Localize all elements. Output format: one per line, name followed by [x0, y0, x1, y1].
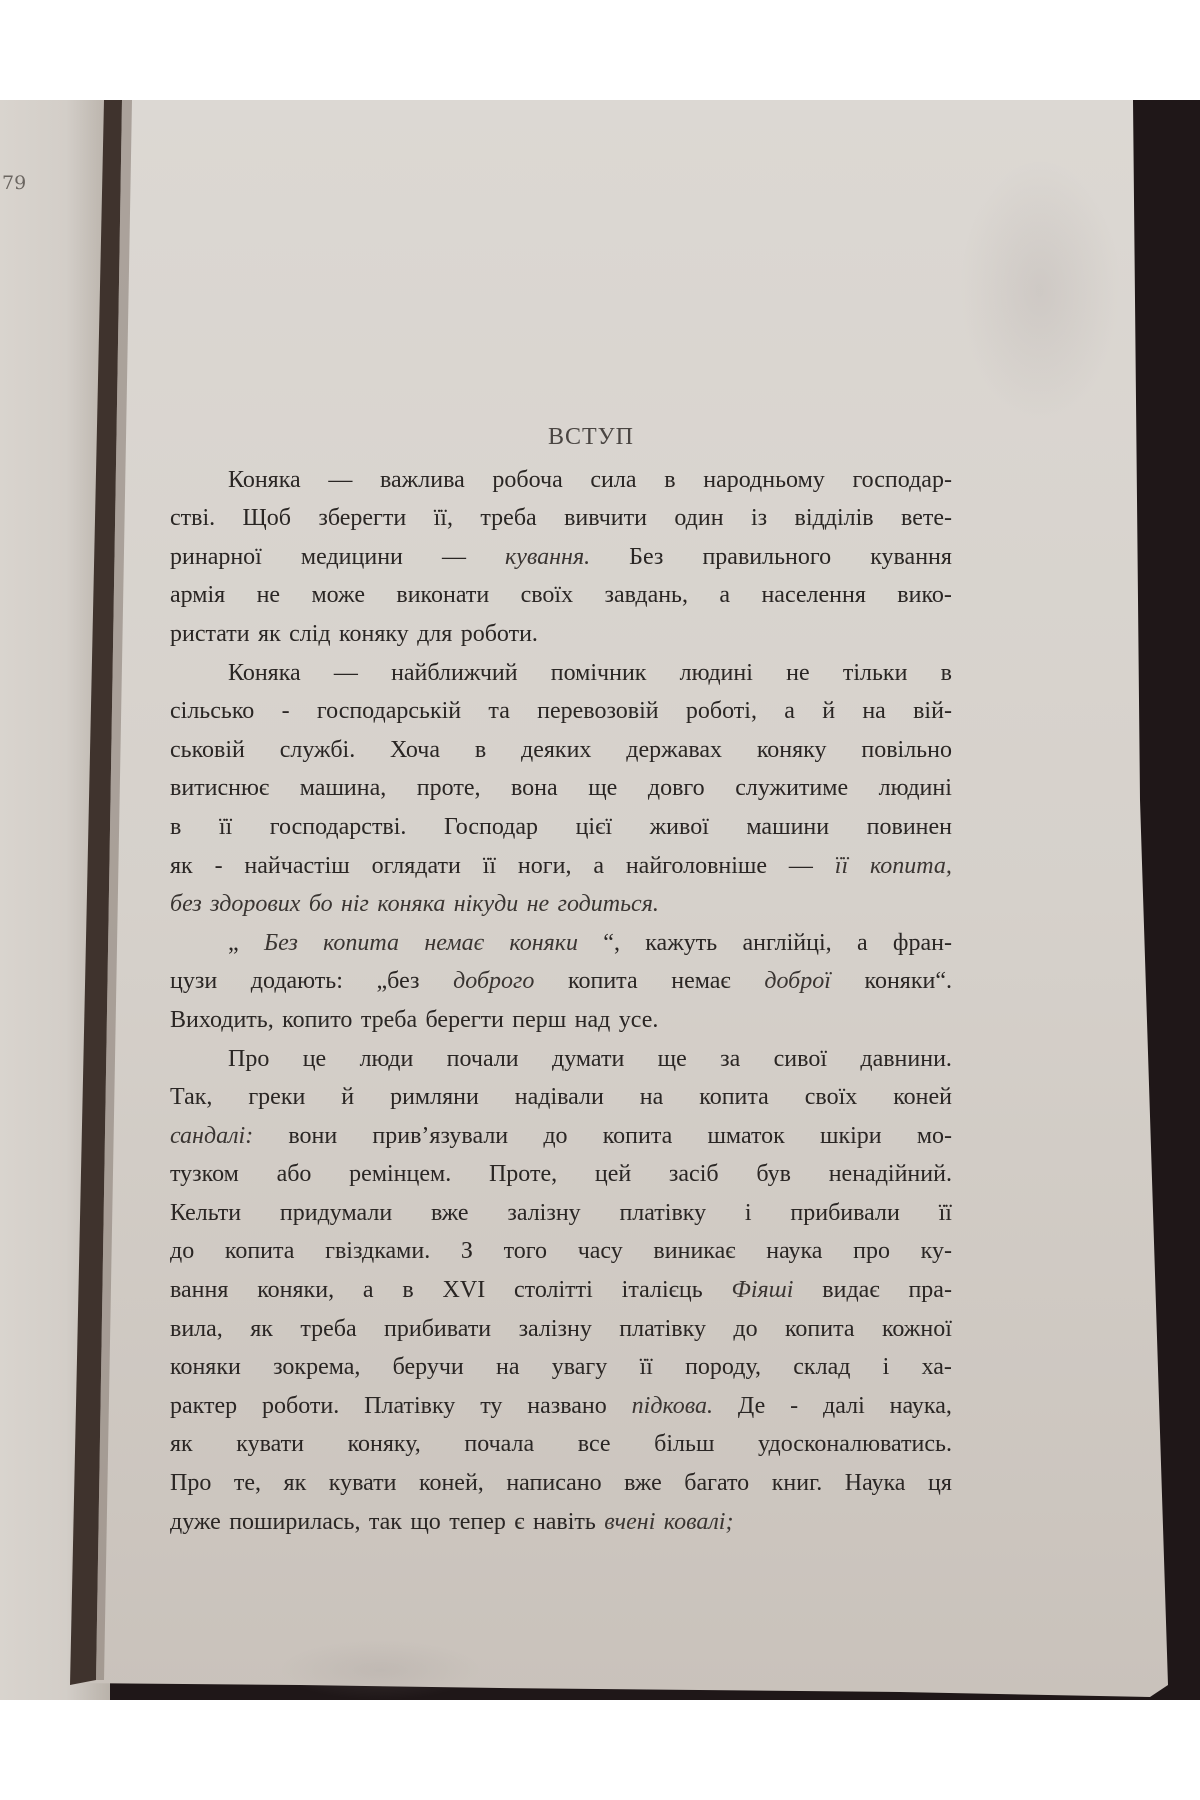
text-line [170, 962, 952, 1001]
word: деяких [521, 736, 592, 763]
word: роботі, [685, 698, 757, 725]
word: копита [568, 968, 638, 995]
word: шкіри [819, 1122, 882, 1149]
word: платівку [619, 1315, 706, 1342]
word: “, [603, 929, 620, 956]
word: був [756, 1161, 791, 1188]
word: ку- [920, 1238, 952, 1265]
paragraphs [170, 461, 952, 1542]
word: почали [446, 1045, 519, 1072]
word: вони [288, 1122, 338, 1149]
word: ще [588, 775, 618, 802]
word: вона [511, 775, 558, 802]
word: найголовніше [625, 852, 768, 879]
word: засіб [668, 1161, 719, 1188]
paragraph [170, 1040, 952, 1542]
word: як [258, 620, 281, 647]
word: та [488, 698, 510, 725]
word: наука, [889, 1392, 952, 1419]
word: державах [626, 736, 723, 763]
italic-word: підкова. [631, 1392, 714, 1419]
word: вила, [170, 1315, 223, 1342]
word: відділів [794, 505, 874, 532]
word: ськовій [170, 736, 245, 763]
word: коняки“. [864, 968, 952, 995]
word: коняки, [257, 1277, 335, 1304]
text-line [170, 1232, 952, 1271]
word: довго [647, 775, 705, 802]
word: в [170, 813, 182, 840]
word: написано [506, 1470, 602, 1497]
word: сила [590, 466, 637, 493]
word: Так, [170, 1084, 213, 1111]
word: треба [360, 1006, 418, 1033]
text-line [170, 1271, 952, 1310]
word: ремінцем. [349, 1161, 452, 1188]
word: так [368, 1508, 402, 1535]
word: - [281, 698, 290, 725]
word: кування [870, 543, 952, 570]
word: думати [552, 1045, 625, 1072]
word: навіть [532, 1508, 596, 1535]
word: греки [248, 1084, 306, 1111]
word: зокрема, [273, 1354, 361, 1381]
word: наука [766, 1238, 823, 1265]
word: вже [624, 1470, 662, 1497]
word: сільсько [170, 698, 255, 725]
word: ще [657, 1045, 687, 1072]
word: далі [823, 1392, 865, 1419]
word: її [482, 852, 497, 879]
word: перевозовій [537, 698, 659, 725]
word: а [362, 1277, 374, 1304]
word: кувати [236, 1431, 304, 1458]
italic-word: коняка [377, 891, 446, 918]
italic-word: не [526, 891, 550, 918]
word: ха- [921, 1354, 952, 1381]
word: Платівку [364, 1392, 456, 1419]
text-line [170, 924, 952, 963]
word: Проте, [488, 1161, 558, 1188]
word: із [750, 505, 768, 532]
word: й [822, 698, 836, 725]
word: й [341, 1084, 355, 1111]
word: стві. [170, 505, 216, 532]
word: того [503, 1238, 548, 1265]
word: вже [430, 1199, 469, 1226]
word: до [733, 1315, 758, 1342]
italic-word: Без [263, 929, 298, 956]
text-line [170, 808, 952, 847]
word: Наука [844, 1470, 906, 1497]
word: зберегти [318, 505, 407, 532]
word: про [853, 1238, 890, 1265]
word: ринарної [170, 543, 262, 570]
word: треба [480, 505, 537, 532]
word: а [784, 698, 795, 725]
word: до [543, 1122, 568, 1149]
text-line [170, 885, 952, 924]
word: в [402, 1277, 414, 1304]
word: дуже [170, 1508, 221, 1535]
word: помічник [550, 659, 647, 686]
word: як [170, 852, 193, 879]
word: Без [629, 543, 664, 570]
word: як [170, 1431, 193, 1458]
text-line [170, 1155, 952, 1194]
word: кожної [881, 1315, 952, 1342]
word: усе. [618, 1006, 659, 1033]
word: почала [464, 1431, 535, 1458]
word: пра- [908, 1277, 952, 1304]
word: своїх [804, 1084, 858, 1111]
text-line [170, 615, 952, 654]
text-line [170, 654, 952, 693]
word: Де [737, 1392, 766, 1419]
paragraph [170, 924, 952, 1040]
text-line [170, 1117, 952, 1156]
word: Господар [443, 813, 539, 840]
word: „без [376, 968, 420, 995]
word: тепер [449, 1508, 506, 1535]
paragraph [170, 654, 952, 924]
word: і [744, 1199, 752, 1226]
text-line [170, 1425, 952, 1464]
word: машина, [299, 775, 387, 802]
word: прибивали [790, 1199, 900, 1226]
word: своїх [520, 582, 574, 609]
word: для [417, 620, 453, 647]
word: її [639, 1354, 653, 1381]
text-line [170, 769, 952, 808]
word: Хоча [390, 736, 440, 763]
word: машини [746, 813, 830, 840]
word: є [514, 1508, 525, 1535]
word: цієї [575, 813, 613, 840]
italic-word: здорових [210, 891, 301, 918]
word: найближчий [391, 659, 518, 686]
word: на [496, 1354, 520, 1381]
word: це [302, 1045, 327, 1072]
word: удосконалюватись. [758, 1431, 952, 1458]
word: те, [233, 1470, 262, 1497]
word: а [593, 852, 604, 879]
word: цей [594, 1161, 632, 1188]
italic-word: коняки [509, 929, 578, 956]
word: „ [228, 929, 239, 956]
word: — [328, 466, 353, 493]
word: сивої [773, 1045, 827, 1072]
word: названо [527, 1392, 607, 1419]
word: повільно [861, 736, 952, 763]
page-title: ВСТУП [548, 424, 634, 450]
word: службі. [279, 736, 356, 763]
word: XVI [442, 1277, 486, 1304]
word: вання [170, 1277, 229, 1304]
word: виконати [396, 582, 490, 609]
word: залізну [518, 1315, 592, 1342]
word: часу [577, 1238, 623, 1265]
italic-word: доброго [453, 968, 535, 995]
word: найчастіш [244, 852, 350, 879]
word: копита [224, 1238, 295, 1265]
word: важлива [380, 466, 465, 493]
word: армія [170, 582, 226, 609]
word: її [218, 813, 233, 840]
word: залізну [507, 1199, 581, 1226]
word: прив’язували [372, 1122, 509, 1149]
word: — [788, 852, 813, 879]
word: книг. [771, 1470, 823, 1497]
word: а [856, 929, 868, 956]
word: і [882, 1354, 890, 1381]
word: додають: [250, 968, 343, 995]
italic-word: її [834, 852, 849, 879]
word: а [719, 582, 731, 609]
italic-word: нікуди [453, 891, 519, 918]
word: не [786, 659, 810, 686]
word: беручи [392, 1354, 464, 1381]
word: мо- [916, 1122, 952, 1149]
page-body [170, 418, 952, 1541]
word: фран- [892, 929, 952, 956]
word: може [311, 582, 365, 609]
word: платівку [619, 1199, 707, 1226]
italic-word: без [170, 891, 202, 918]
word: завдань, [604, 582, 689, 609]
text-line [170, 692, 952, 731]
page-number: 79 [2, 172, 27, 194]
word: роботи. [262, 1392, 340, 1419]
word: коняки [170, 1354, 241, 1381]
italic-word: Фіяші [731, 1277, 794, 1304]
word: господарстві. [269, 813, 407, 840]
word: ристати [170, 620, 250, 647]
word: прибивати [384, 1315, 492, 1342]
word: або [276, 1161, 312, 1188]
word: як [283, 1470, 307, 1497]
word: як [250, 1315, 273, 1342]
word: З [460, 1238, 473, 1265]
word: все [577, 1431, 611, 1458]
word: вивчити [564, 505, 647, 532]
word: Коняка [228, 466, 301, 493]
word: не [256, 582, 281, 609]
word: над [574, 1006, 611, 1033]
word: увагу [551, 1354, 608, 1381]
word: гвіздками. [325, 1238, 431, 1265]
text-line [170, 1194, 952, 1233]
word: робоча [492, 466, 563, 493]
text-line [170, 1464, 952, 1503]
italic-word: копита [323, 929, 400, 956]
word: придумали [279, 1199, 393, 1226]
word: оглядати [371, 852, 461, 879]
italic-word: немає [424, 929, 485, 956]
italic-word: годиться. [557, 891, 659, 918]
word: італієць [621, 1277, 703, 1304]
word: видає [822, 1277, 880, 1304]
paragraph [170, 461, 952, 654]
word: ноги, [517, 852, 572, 879]
word: кувати [328, 1470, 397, 1497]
word: копито [282, 1006, 353, 1033]
word: цузи [170, 968, 218, 995]
word: шматок [707, 1122, 785, 1149]
text-line [170, 1503, 952, 1542]
book-photo [0, 100, 1200, 1700]
word: склад [793, 1354, 851, 1381]
word: люди [359, 1045, 414, 1072]
italic-word: ковалі; [663, 1508, 734, 1535]
text-line [170, 1078, 952, 1117]
word: - [790, 1392, 799, 1419]
word: надівали [514, 1084, 604, 1111]
word: господар- [852, 466, 952, 493]
word: повинен [866, 813, 952, 840]
word: треба [300, 1315, 357, 1342]
word: господарській [316, 698, 462, 725]
word: кажуть [645, 929, 718, 956]
word: ненадійний. [828, 1161, 952, 1188]
word: в [940, 659, 952, 686]
word: — [441, 543, 466, 570]
word: Про [228, 1045, 270, 1072]
word: Про [170, 1470, 212, 1497]
word: коняку, [347, 1431, 421, 1458]
word: на [862, 698, 886, 725]
text-line [170, 1310, 952, 1349]
word: копита [699, 1084, 769, 1111]
text-line [170, 1001, 952, 1040]
word: - [214, 852, 223, 879]
word: Щоб [242, 505, 291, 532]
text-line [170, 461, 952, 500]
word: один [674, 505, 724, 532]
word: ту [480, 1392, 503, 1419]
word: правильного [702, 543, 832, 570]
word: в [474, 736, 487, 763]
word: проте, [416, 775, 481, 802]
word: її, [433, 505, 453, 532]
word: столітті [514, 1277, 593, 1304]
text-line [170, 1387, 952, 1426]
text-line [170, 1348, 952, 1387]
italic-word: вчені [604, 1508, 656, 1535]
word: народньому [703, 466, 825, 493]
italic-word: ніг [340, 891, 369, 918]
italic-word: бо [308, 891, 333, 918]
word: за [720, 1045, 741, 1072]
word: тузком [170, 1161, 239, 1188]
word: що [410, 1508, 441, 1535]
word: витиснює [170, 775, 270, 802]
word: римляни [390, 1084, 479, 1111]
italic-word: доброї [764, 968, 831, 995]
word: перш [512, 1006, 567, 1033]
italic-word: сандалі: [170, 1122, 254, 1149]
word: служитиме [735, 775, 849, 802]
word: медицини [300, 543, 403, 570]
word: живої [649, 813, 709, 840]
word: людині [878, 775, 952, 802]
word: англійці, [742, 929, 832, 956]
text-line [170, 1040, 952, 1079]
word: — [333, 659, 358, 686]
text-line [170, 847, 952, 886]
word: Виходить, [170, 1006, 274, 1033]
word: на [639, 1084, 664, 1111]
word: людині [679, 659, 753, 686]
text-line [170, 499, 952, 538]
word: коней, [419, 1470, 484, 1497]
text-line [170, 538, 952, 577]
italic-word: кування. [505, 543, 591, 570]
word: до [170, 1238, 195, 1265]
word: давнини. [860, 1045, 952, 1072]
word: роботи. [460, 620, 538, 647]
word: коняку [339, 620, 409, 647]
word: вете- [901, 505, 952, 532]
word: населення [761, 582, 866, 609]
word: в [664, 466, 676, 493]
word: берегти [425, 1006, 504, 1033]
word: коней [893, 1084, 952, 1111]
word: її [938, 1199, 952, 1226]
word: слід [289, 620, 331, 647]
word: тільки [842, 659, 908, 686]
word: Кельти [170, 1199, 242, 1226]
word: коняку [756, 736, 827, 763]
italic-word: копита, [869, 852, 952, 879]
word: поширилась, [229, 1508, 361, 1535]
word: копита [784, 1315, 855, 1342]
word: виникає [653, 1238, 736, 1265]
word: багато [684, 1470, 750, 1497]
word: Коняка [228, 659, 301, 686]
word: більш [654, 1431, 715, 1458]
text-line [170, 731, 952, 770]
word: вій- [913, 698, 952, 725]
word: ця [927, 1470, 952, 1497]
word: вико- [897, 582, 952, 609]
word: копита [602, 1122, 673, 1149]
text-line [170, 576, 952, 615]
word: породу, [685, 1354, 762, 1381]
word: немає [671, 968, 731, 995]
word: рактер [170, 1392, 238, 1419]
